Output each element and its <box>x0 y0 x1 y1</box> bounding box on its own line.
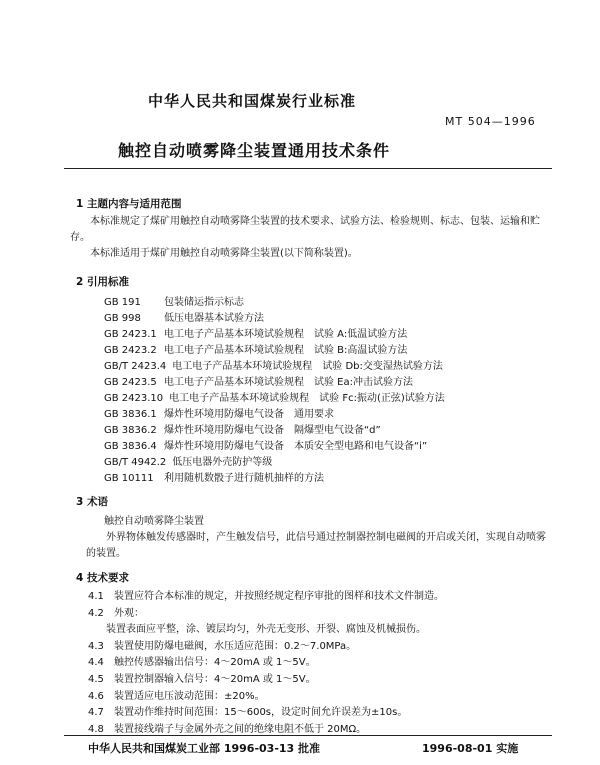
reference-title: 利用随机数骰子进行随机抽样的方法 <box>164 473 324 484</box>
reference-item <box>104 359 445 375</box>
standard-code: MT 504—1996 <box>445 115 536 128</box>
reference-item <box>104 471 445 487</box>
requirement-item <box>88 705 444 722</box>
section-1-paragraph-2: 本标准适用于煤矿用触控自动喷雾降尘装置(以下简称装置)。 <box>90 248 358 259</box>
section-1-paragraph-1: 本标准规定了煤矿用触控自动喷雾降尘装置的技术要求、试验方法、检验规则、标志、包装、运输和贮存。 <box>70 216 540 243</box>
reference-code: GB 2423.10 <box>104 393 164 404</box>
issuing-org: 中华人民共和国煤炭行业标准 <box>148 92 357 110</box>
section-3-heading: 3 术语 <box>76 496 108 508</box>
reference-title: 爆炸性环境用防爆电气设备 隔爆型电气设备“d” <box>164 425 381 436</box>
requirement-number: 4.2 <box>88 607 104 619</box>
document-title: 触控自动喷雾降尘装置通用技术条件 <box>118 141 391 160</box>
requirement-text: 装置表面应平整，涂、镀层均匀，外壳无变形、开裂、腐蚀及机械损伤。 <box>106 624 426 636</box>
reference-item <box>104 407 445 423</box>
approval-line: 中华人民共和国煤炭工业部 1996-03-13 批准 <box>88 742 321 755</box>
requirement-text: 装置接线端子与金属外壳之间的绝缘电阻不低于 20MΩ。 <box>114 723 367 735</box>
reference-title: 低压电器外壳防护等级 <box>172 457 273 468</box>
requirement-number: 4.1 <box>88 591 104 602</box>
reference-code: GB 3836.4 <box>104 441 157 452</box>
requirement-item <box>88 655 444 672</box>
requirement-number: 4.7 <box>88 707 104 719</box>
reference-title: 电工电子产品基本环境试验规程 试验 B:高温试验方法 <box>164 345 408 356</box>
reference-code: GB 2423.2 <box>104 345 157 356</box>
reference-item <box>104 455 445 471</box>
requirement-list <box>88 589 444 738</box>
requirement-number: 4.6 <box>88 690 104 702</box>
effective-date: 1996-08-01 实施 <box>422 742 519 755</box>
reference-code: GB 2423.5 <box>104 377 157 388</box>
requirement-number: 4.3 <box>88 640 104 652</box>
term-definition: 外界物体触发传感器时，产生触发信号，此信号通过控制器控制电磁阀的开启或关闭，实现自动喷雾的装置。 <box>86 532 546 559</box>
reference-title: 爆炸性环境用防爆电气设备 通用要求 <box>164 409 334 420</box>
reference-list <box>104 295 445 487</box>
reference-item <box>104 327 445 343</box>
reference-item <box>104 343 445 359</box>
requirement-text: 装置应符合本标准的规定，并按照经规定程序审批的图样和技术文件制造。 <box>114 591 444 602</box>
reference-item <box>104 375 445 391</box>
reference-code: GB/T 4942.2 <box>104 457 167 468</box>
reference-title: 包装储运指示标志 <box>164 297 244 308</box>
requirement-text: 装置使用防爆电磁阀，水压适应范围：0.2～7.0MPa。 <box>114 640 357 652</box>
reference-code: GB 10111 <box>104 473 154 484</box>
requirement-item <box>88 689 444 706</box>
reference-title: 低压电器基本试验方法 <box>164 313 264 324</box>
reference-item <box>104 311 445 327</box>
reference-title: 电工电子产品基本环境试验规程 试验 Ea:冲击试验方法 <box>164 377 413 388</box>
requirement-number: 4.5 <box>88 673 104 685</box>
requirement-item <box>88 622 444 639</box>
section-2-heading: 2 引用标准 <box>76 276 129 288</box>
requirement-text: 装置控制器输入信号：4～20mA 或 1～5V。 <box>114 673 316 685</box>
requirement-item <box>88 589 444 606</box>
reference-title: 电工电子产品基本环境试验规程 试验 Fc:振动(正弦)试验方法 <box>169 393 445 404</box>
reference-item <box>104 439 445 455</box>
requirement-item <box>88 639 444 656</box>
requirement-item <box>88 672 444 689</box>
reference-item <box>104 423 445 439</box>
requirement-text: 触控传感器输出信号：4～20mA 或 1～5V。 <box>114 657 316 669</box>
requirement-number: 4.8 <box>88 723 104 735</box>
reference-title: 电工电子产品基本环境试验规程 试验 A:低温试验方法 <box>164 329 408 340</box>
reference-code: GB 2423.1 <box>104 329 157 340</box>
section-4-heading: 4 技术要求 <box>76 572 129 584</box>
top-divider <box>64 168 552 169</box>
requirement-text: 装置动作维持时间范围：15～600s，设定时间允许误差为±10s。 <box>114 707 408 719</box>
reference-code: GB 191 <box>104 297 141 308</box>
requirement-item <box>88 606 444 623</box>
term-name: 触控自动喷雾降尘装置 <box>104 516 204 527</box>
reference-item <box>104 391 445 407</box>
section-1-heading: 1 主题内容与适用范围 <box>76 198 182 210</box>
reference-item <box>104 295 445 311</box>
requirement-text: 外观： <box>114 607 144 619</box>
reference-code: GB 3836.2 <box>104 425 157 436</box>
reference-code: GB 3836.1 <box>104 409 157 420</box>
requirement-number: 4.4 <box>88 657 104 669</box>
bottom-divider <box>64 735 552 736</box>
reference-code: GB 998 <box>104 313 141 324</box>
reference-code: GB/T 2423.4 <box>104 361 167 372</box>
requirement-text: 装置适应电压波动范围：±20%。 <box>114 690 265 702</box>
reference-title: 电工电子产品基本环境试验规程 试验 Db:交变湿热试验方法 <box>172 361 443 372</box>
reference-title: 爆炸性环境用防爆电气设备 本质安全型电路和电气设备“i” <box>164 441 428 452</box>
